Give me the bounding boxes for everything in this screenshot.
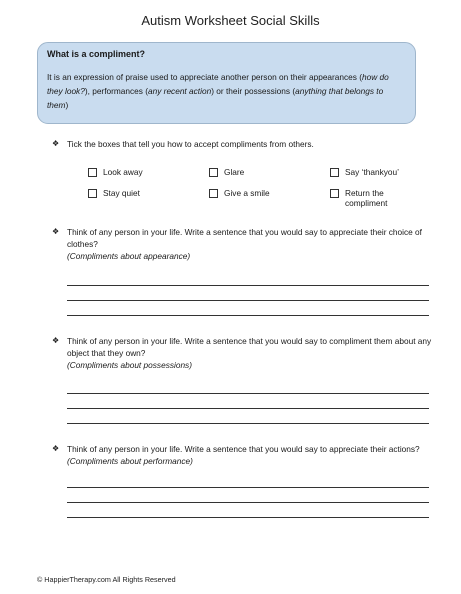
question-hint-text: (Compliments about possessions) bbox=[67, 360, 192, 370]
bullet-icon: ❖ bbox=[52, 227, 60, 236]
checkbox-label: Give a smile bbox=[224, 188, 270, 198]
checkbox-return-the-compliment[interactable] bbox=[330, 188, 410, 208]
checkbox-box[interactable] bbox=[209, 168, 218, 177]
question-hint bbox=[67, 359, 432, 371]
answer-lines[interactable] bbox=[67, 393, 432, 424]
answer-line[interactable] bbox=[67, 517, 429, 518]
answer-line[interactable] bbox=[67, 487, 429, 488]
copyright-footer: © HappierTherapy.com All Rights Reserved bbox=[37, 575, 176, 584]
answer-line[interactable] bbox=[67, 408, 429, 409]
answer-line[interactable] bbox=[67, 285, 429, 286]
checkbox-say-thankyou[interactable] bbox=[330, 167, 399, 177]
definition-text-part: ), performances ( bbox=[84, 86, 148, 96]
checkbox-glare[interactable] bbox=[209, 167, 244, 177]
definition-text-part: ) bbox=[65, 100, 69, 110]
answer-lines[interactable] bbox=[67, 487, 432, 518]
question-text-content: Think of any person in your life. Write a sentence that you would say to appreciate their actions? bbox=[67, 444, 420, 454]
definition-text bbox=[47, 70, 406, 112]
checkbox-label: Look away bbox=[103, 167, 143, 177]
question-hint bbox=[67, 250, 432, 262]
bullet-icon: ❖ bbox=[52, 139, 60, 148]
answer-line[interactable] bbox=[67, 423, 429, 424]
question-text: Think of any person in your life. Write a sentence that you would say to compliment them about any object that they own? bbox=[67, 336, 432, 358]
checkbox-label: Glare bbox=[224, 167, 245, 177]
answer-line[interactable] bbox=[67, 300, 429, 301]
definition-text-part: It is an expression of praise used to appreciate another person on their appearances ( bbox=[47, 72, 363, 82]
answer-line[interactable] bbox=[67, 502, 429, 503]
answer-line[interactable] bbox=[67, 315, 429, 316]
question-text bbox=[67, 443, 432, 467]
checkbox-stay-quiet[interactable] bbox=[88, 188, 140, 198]
definition-box bbox=[37, 42, 416, 124]
checkbox-label: Stay quiet bbox=[103, 188, 140, 198]
checkbox-box[interactable] bbox=[88, 168, 97, 177]
checkbox-give-a-smile[interactable] bbox=[209, 188, 270, 198]
answer-line[interactable] bbox=[67, 393, 429, 394]
checkbox-look-away[interactable] bbox=[88, 167, 143, 177]
question-possessions bbox=[52, 335, 432, 424]
question-hint-text: (Compliments about performance) bbox=[67, 456, 193, 466]
checkbox-grid bbox=[88, 167, 433, 212]
checkbox-label: Return the compliment bbox=[345, 188, 388, 208]
definition-example-possession: anything that belongs to them bbox=[47, 86, 384, 110]
instruction-text: Tick the boxes that tell you how to accept compliments from others. bbox=[67, 139, 314, 149]
checkbox-box[interactable] bbox=[330, 189, 339, 198]
page-title: Autism Worksheet Social Skills bbox=[141, 13, 320, 28]
question-hint-text: (Compliments about appearance) bbox=[67, 251, 191, 261]
checkbox-label: Say ‘thankyou’ bbox=[345, 167, 399, 177]
question-appearance bbox=[52, 226, 432, 316]
definition-text-part: ) or their possessions ( bbox=[211, 86, 296, 96]
checkbox-box[interactable] bbox=[209, 189, 218, 198]
answer-lines[interactable] bbox=[67, 285, 432, 316]
instruction-section bbox=[52, 138, 432, 150]
definition-heading: What is a compliment? bbox=[47, 49, 146, 59]
checkbox-box[interactable] bbox=[88, 189, 97, 198]
checkbox-box[interactable] bbox=[330, 168, 339, 177]
question-text: Think of any person in your life. Write a sentence that you would say to appreciate their choice of clothes? bbox=[67, 227, 422, 249]
question-performance bbox=[52, 443, 432, 518]
bullet-icon: ❖ bbox=[52, 444, 60, 453]
definition-example-appearance: how do they look? bbox=[47, 72, 389, 96]
bullet-icon: ❖ bbox=[52, 336, 60, 345]
definition-example-performance: any recent action bbox=[148, 86, 212, 96]
